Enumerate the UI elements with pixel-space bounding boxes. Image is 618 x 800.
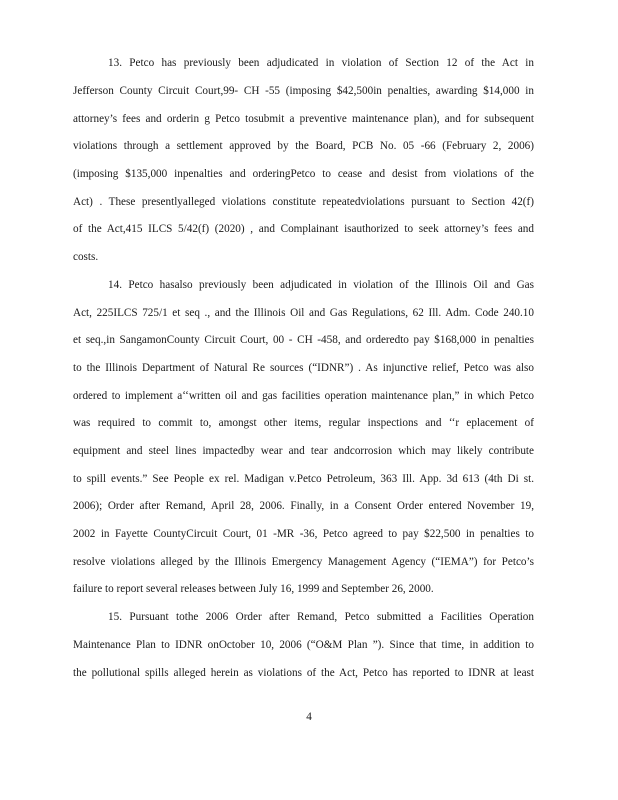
text-line: the pollutional spills alleged herein as violations of the Act, Petco has reported to IDNR at least xyxy=(73,667,534,679)
text-line: failure to report several releases between July 16, 1999 and September 26, 2000. xyxy=(73,583,434,595)
text-line: to spill events.” See People ex rel. Madigan v.Petco Petroleum, 363 Ill. App. 3d 613 (4th Di st. xyxy=(73,473,534,485)
text-line: resolve violations alleged by the Illinois Emergency Management Agency (“IEMA”) for Petco’s xyxy=(73,556,534,568)
text-line: Maintenance Plan to IDNR onOctober 10, 2006 (“O&M Plan ”). Since that time, in addition to xyxy=(73,639,534,651)
text-line: violations through a settlement approved by the Board, PCB No. 05 -66 (February 2, 2006) xyxy=(73,140,534,152)
text-line: ordered to implement a‘‘written oil and gas facilities operation maintenance plan,” in which Petco xyxy=(73,390,534,402)
page-number: 4 xyxy=(306,711,312,723)
text-line: Jefferson County Circuit Court,99- CH -55 (imposing $42,500in penalties, awarding $14,000 in xyxy=(73,85,534,97)
text-line: Act, 225ILCS 725/1 et seq ., and the Illinois Oil and Gas Regulations, 62 Ill. Adm. Code 240.10 xyxy=(73,307,534,319)
text-line: 2002 in Fayette CountyCircuit Court, 01 -MR -36, Petco agreed to pay $22,500 in penalties to xyxy=(73,528,534,540)
text-line: et seq.,in SangamonCounty Circuit Court, 00 - CH -458, and orderedto pay $168,000 in penalties xyxy=(73,334,534,346)
text-line: 15. Pursuant tothe 2006 Order after Remand, Petco submitted a Facilities Operation xyxy=(108,611,534,623)
text-line: Act) . These presentlyalleged violations constitute repeatedviolations pursuant to Section 42(f) xyxy=(73,196,534,208)
text-line: of the Act,415 ILCS 5/42(f) (2020) , and Complainant isauthorized to seek attorney’s fees and xyxy=(73,223,534,235)
text-line: costs. xyxy=(73,251,99,263)
text-line: 2006); Order after Remand, April 28, 2006. Finally, in a Consent Order entered November 19, xyxy=(73,500,534,512)
text-line: (imposing $135,000 inpenalties and orderingPetco to cease and desist from violations of the xyxy=(73,168,534,180)
text-line: 13. Petco has previously been adjudicated in violation of Section 12 of the Act in xyxy=(108,57,534,69)
text-line: equipment and steel lines impactedby wear and tear andcorrosion which may likely contribute xyxy=(73,445,534,457)
text-line: 14. Petco hasalso previously been adjudicated in violation of the Illinois Oil and Gas xyxy=(108,279,534,291)
text-line: attorney’s fees and orderin g Petco tosubmit a preventive maintenance plan), and for subsequent xyxy=(73,113,534,125)
text-line: was required to commit to, amongst other items, regular inspections and ‘‘r eplacement of xyxy=(73,417,534,429)
text-line: to the Illinois Department of Natural Re sources (“IDNR”) . As injunctive relief, Petco was also xyxy=(73,362,534,374)
